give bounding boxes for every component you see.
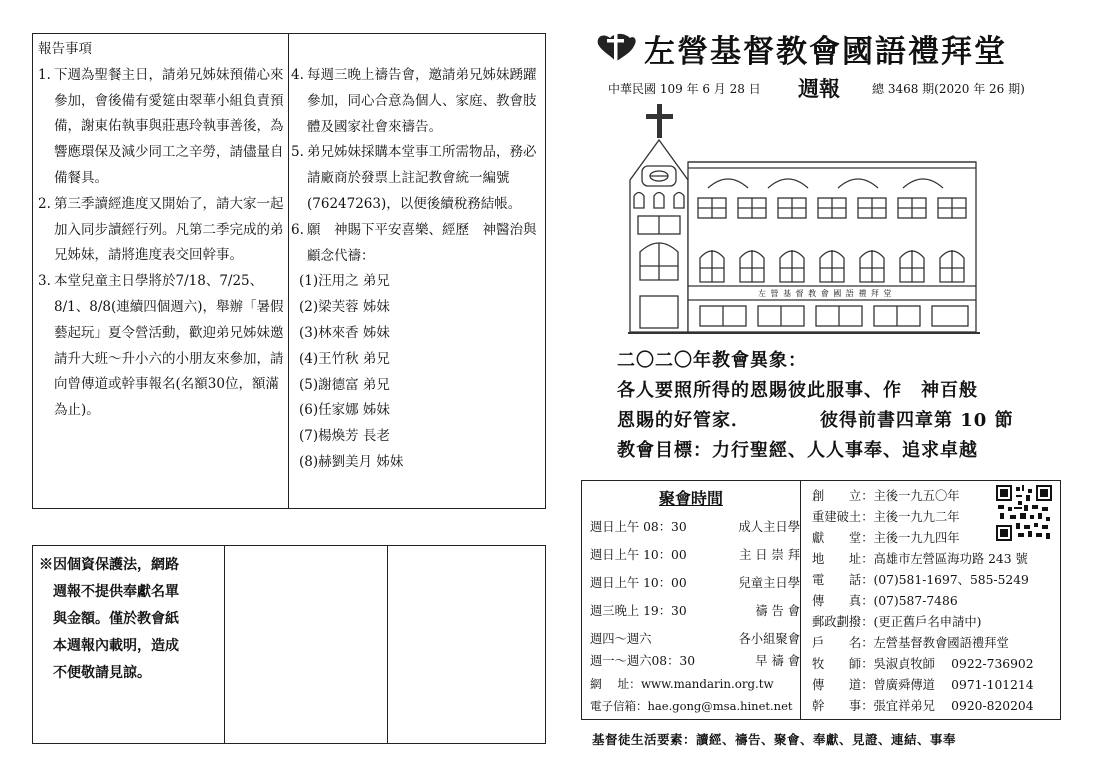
info-account-name: 戶 名：左營基督教會國語禮拜堂: [812, 636, 1009, 650]
bulletin-issue: 總 3468 期(2020 年 26 期): [872, 82, 1025, 96]
footer-christian-life: 基督徒生活要素：讀經、禱告、聚會、奉獻、見證、連結、事奉: [592, 732, 957, 747]
info-preacher: 傳 道：曾廣舜傳道 0971-101214: [812, 678, 1034, 692]
schedule-row: 週日上午 10：00 兒童主日學: [590, 576, 800, 590]
schedule-row: 週日上午 10：00 主 日 崇 拜: [590, 548, 800, 562]
announcement-item: 5. 弟兄姊妹採購本堂事工所需物品，務必請廠商於發票上註記教會統一編號(76247263)，以便後續稅務結帳。: [291, 144, 537, 212]
vision-reference: 彼得前書四章第 10 節: [820, 410, 1014, 431]
offering-box: [32, 545, 546, 744]
list-item: (1)汪用之 弟兄: [299, 273, 390, 290]
info-address: 地 址：高雄市左營區海功路 243 號: [812, 552, 1028, 566]
vision-line: 恩賜的好管家．: [617, 410, 750, 431]
list-item: (2)梁芙蓉 姊妹: [299, 299, 390, 316]
info-phone: 電 話：(07)581-1697、585-5249: [812, 573, 1029, 587]
list-item: (4)王竹秋 弟兄: [299, 350, 390, 367]
announcements-heading: 報告事項: [38, 41, 92, 57]
info-box: [581, 480, 1061, 720]
schedule-row: 週一～週六08：30 早 禱 會: [590, 654, 800, 668]
prayer-list: [291, 269, 544, 475]
vision-title: 二〇二〇年教會異象：: [617, 350, 807, 371]
vision-line: 各人要照所得的恩賜彼此服事、作 神百般: [617, 380, 978, 401]
schedule-row: 週日上午 08：30 成人主日學: [590, 520, 800, 534]
church-logo-icon: [594, 30, 638, 64]
building-sign: 左 營 基 督 教 會 國 語 禮 拜 堂: [758, 289, 893, 298]
announcement-item: 2. 第三季讀經進度又開始了，請大家一起加入同步讀經行列。凡第二季完成的弟兄姊妹，請將進度表交回幹事。: [38, 195, 284, 264]
schedule-row: 週三晚上 19：30 禱 告 會: [590, 604, 800, 618]
info-dedication: 獻 堂：主後一九九四年: [812, 531, 960, 545]
list-item: (3)林來香 姊妹: [299, 324, 390, 341]
qr-code-icon: [996, 485, 1052, 541]
list-item: (8)赫劉美月 姊妹: [299, 453, 404, 470]
announcements-left-column: [38, 37, 288, 508]
announcements-divider: [288, 34, 289, 508]
email: 電子信箱：hae.gong@msa.hinet.net: [590, 699, 793, 713]
info-secretary: 幹 事：張宜祥弟兄 0920-820204: [812, 699, 1034, 713]
schedule-title: 聚會時間: [658, 489, 723, 508]
info-pastor: 牧 師：吳淑貞牧師 0922-736902: [812, 657, 1034, 671]
offering-divider-2: [387, 546, 388, 743]
info-founded: 創 立：主後一九五〇年: [812, 489, 960, 503]
bulletin-label: 週報: [798, 76, 840, 101]
announcement-item: 3. 本堂兒童主日學將於7/18、7/25、8/1、8/8(連續四個週六)，舉辦「暑假藝起玩」夏令營活動，歡迎弟兄姊妹邀請升大班～升小六的小朋友來參加，請向曾傳道或幹事報名(名額30位，額滿為止)。: [38, 273, 284, 419]
info-rebuild: 重建破土：主後一九九二年: [812, 510, 960, 524]
announcements-box: [32, 33, 546, 509]
church-name: 左營基督教會國語禮拜堂: [644, 34, 1007, 70]
info-fax: 傳 真：(07)587-7486: [812, 594, 958, 608]
privacy-notice: ※因個資保護法，網路 週報不提供奉獻名單 與金額。僅於教會紙 本週報內載明，造成 不便敬請見諒。: [39, 557, 179, 681]
church-goal: 教會目標：力行聖經、人人事奉、追求卓越: [617, 440, 978, 461]
announcement-item: 1. 下週為聖餐主日，請弟兄姊妹預備心來參加，會後備有愛筵由翠華小組負責預備，謝東佑執事與莊惠玲執事善後，為響應環保及減少同工之辛勞，請儘量自備餐具。: [38, 66, 284, 186]
announcement-item: 6. 願 神賜下平安喜樂、經歷 神醫治與顧念代禱：: [291, 221, 537, 264]
church-building-illustration: [628, 100, 980, 340]
info-divider: [800, 481, 801, 719]
schedule-row: 週四～週六 各小組聚會: [590, 632, 800, 646]
list-item: (6)任家娜 姊妹: [299, 402, 390, 419]
list-item: (5)謝德富 弟兄: [299, 376, 390, 393]
bulletin-date: 中華民國 109 年 6 月 28 日: [608, 82, 761, 96]
list-item: (7)楊煥芳 長老: [299, 428, 390, 445]
announcements-right-column: [291, 63, 544, 508]
offering-divider-1: [224, 546, 225, 743]
announcement-item: 4. 每週三晚上禱告會，邀請弟兄姊妹踴躍參加，同心合意為個人、家庭、教會肢體及國家社會來禱告。: [291, 67, 537, 135]
info-postal: 郵政劃撥：(更正舊戶名申請中): [812, 615, 982, 629]
website: 網 址：www.mandarin.org.tw: [590, 677, 774, 691]
